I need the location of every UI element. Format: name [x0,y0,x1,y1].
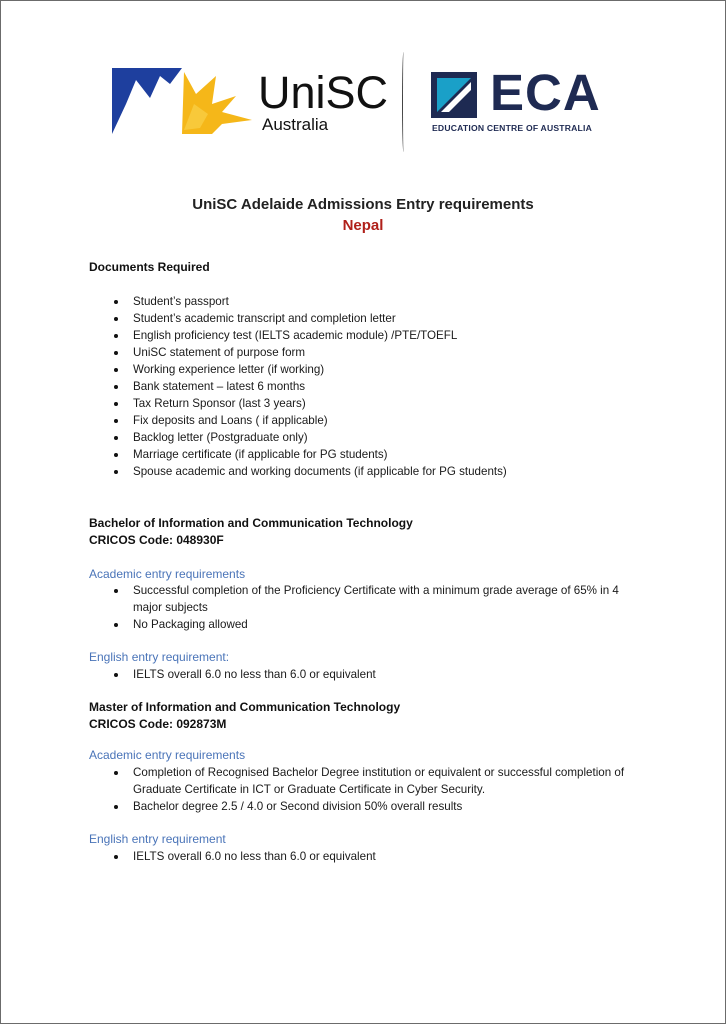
list-item: UniSC statement of purpose form [89,344,649,361]
bachelor-title: Bachelor of Information and Communication Technology [89,516,413,530]
bachelor-english-list [89,666,649,683]
master-title: Master of Information and Communication Technology [89,700,401,714]
list-item: Bachelor degree 2.5 / 4.0 or Second division 50% overall results [89,798,649,815]
eca-logo-icon [431,72,477,118]
master-cricos: CRICOS Code: 092873M [89,717,227,731]
master-english-list [89,848,649,865]
logo-divider [402,52,405,152]
list-item: Working experience letter (if working) [89,361,649,378]
documents-list [89,293,649,480]
list-item: IELTS overall 6.0 no less than 6.0 or equivalent [89,666,649,683]
page-title: UniSC Adelaide Admissions Entry requirements [192,196,534,213]
eca-wordmark: ECA [490,64,601,121]
list-item: Spouse academic and working documents (if applicable for PG students) [89,463,649,480]
list-item: English proficiency test (IELTS academic module) /PTE/TOEFL [89,327,649,344]
eca-subtitle: EDUCATION CENTRE OF AUSTRALIA [432,123,593,133]
list-item: Fix deposits and Loans ( if applicable) [89,412,649,429]
list-item: Completion of Recognised Bachelor Degree institution or equivalent or successful completion of Graduate Certificate in ICT or Graduate Certificate in Cyber Security. [89,764,649,798]
unisc-subtitle: Australia [262,115,329,134]
bachelor-academic-heading: Academic entry requirements [89,567,246,581]
bachelor-english-heading: English entry requirement: [89,650,230,664]
bachelor-academic-list [89,582,649,633]
master-academic-heading: Academic entry requirements [89,748,246,762]
list-item: Tax Return Sponsor (last 3 years) [89,395,649,412]
list-item: Marriage certificate (if applicable for PG students) [89,446,649,463]
unisc-wordmark: UniSC [258,67,389,118]
documents-heading: Documents Required [89,260,210,274]
bachelor-cricos: CRICOS Code: 048930F [89,533,224,547]
list-item: Successful completion of the Proficiency Certificate with a minimum grade average of 65% in 4 major subjects [89,582,649,616]
country-title: Nepal [342,217,384,234]
list-item: IELTS overall 6.0 no less than 6.0 or equivalent [89,848,649,865]
list-item: Student’s passport [89,293,649,310]
list-item: No Packaging allowed [89,616,649,633]
master-academic-list [89,764,649,815]
list-item: Backlog letter (Postgraduate only) [89,429,649,446]
master-english-heading: English entry requirement [89,832,226,846]
list-item: Bank statement – latest 6 months [89,378,649,395]
list-item: Student’s academic transcript and completion letter [89,310,649,327]
